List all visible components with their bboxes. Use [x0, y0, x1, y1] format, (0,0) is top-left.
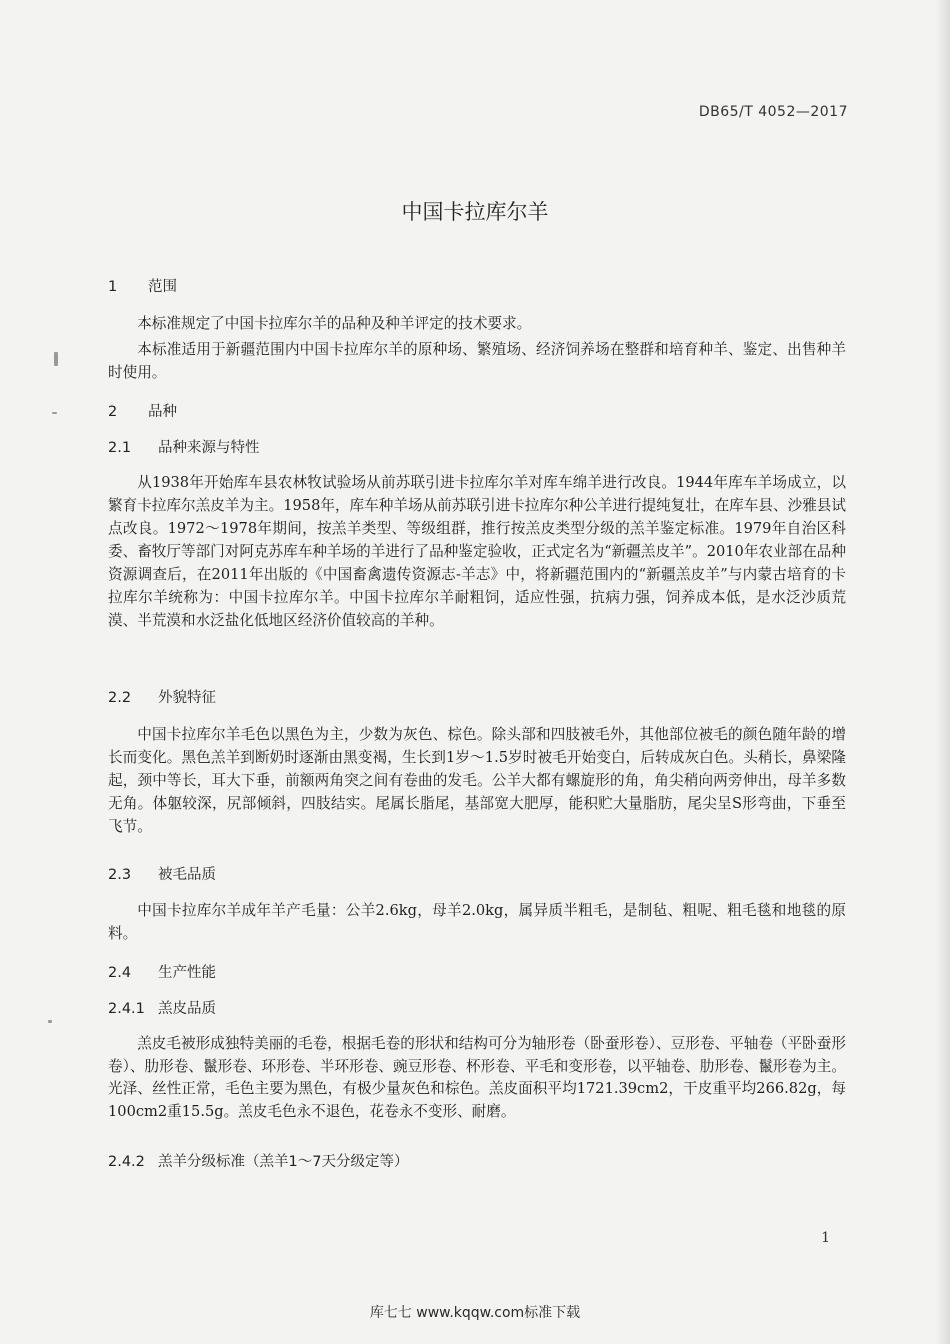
section-2-3-heading — [108, 863, 216, 884]
page-number: 1 — [821, 1230, 830, 1246]
scope-paragraph-1: 本标准规定了中国卡拉库尔羊的品种及种羊评定的技术要求。 — [137, 315, 532, 332]
section-2-4-2-heading — [108, 1150, 408, 1171]
section-number: 2.2 — [108, 690, 132, 706]
section-title: 范围 — [148, 279, 177, 295]
section-title: 被毛品质 — [158, 867, 216, 883]
appearance-paragraph: 中国卡拉库尔羊毛色以黑色为主，少数为灰色、棕色。除头部和四肢被毛外，其他部位被毛的颜色随年龄的增长而变化。黑色羔羊到断奶时逐渐由黑变褐，生长到1岁～1.5岁时被毛开始变白，后转成灰白色。头稍长，鼻梁隆起，颈中等长，耳大下垂，前额两角突之间有卷曲的发毛。公羊大都有螺旋形的角，角尖稍向两旁伸出，母羊多数无角。体躯较深，尻部倾斜，四肢结实。尾属长脂尾，基部宽大肥厚，能积贮大量脂肪，尾尖呈S形弯曲，下垂至飞节。 — [108, 726, 846, 835]
footer-watermark-text: 库七七 www.kqqw.com标准下载 — [369, 1305, 581, 1321]
section-title: 羔皮品质 — [158, 1001, 216, 1017]
scan-mark — [48, 1020, 52, 1023]
section-number: 2.4.2 — [108, 1154, 145, 1170]
scope-paragraph-2: 本标准适用于新疆范围内中国卡拉库尔羊的原种场、繁殖场、经济饲养场在整群和培育种羊、鉴定、出售种羊时使用。 — [108, 341, 846, 381]
section-2-heading — [108, 400, 177, 421]
section-2-4-heading — [108, 961, 216, 982]
section-title: 生产性能 — [158, 965, 216, 981]
section-2-1-heading — [108, 436, 260, 457]
section-title: 羔羊分级标准（羔羊1～7天分级定等） — [158, 1154, 409, 1170]
section-title: 品种来源与特性 — [158, 440, 260, 456]
section-number: 2.4.1 — [108, 1001, 145, 1017]
section-number: 2.4 — [108, 965, 132, 981]
section-number: 2 — [108, 404, 118, 420]
lambskin-quality-paragraph: 羔皮毛被形成独特美丽的毛卷，根据毛卷的形状和结构可分为轴形卷（卧蚕形卷）、豆形卷、平轴卷（平卧蚕形卷）、肋形卷、鬣形卷、环形卷、半环形卷、豌豆形卷、杯形卷、平毛和变形卷，以平轴卷、肋形卷、鬣形卷为主。光泽、丝性正常，毛色主要为黑色，有极少量灰色和棕色。羔皮面积平均1721.39cm2，干皮重平均266.82g，每100cm2重15.5g。羔皮毛色永不退色，花卷永不变形、耐磨。 — [108, 1035, 846, 1120]
section-title: 品种 — [148, 404, 177, 420]
section-2-2-heading — [108, 686, 216, 707]
section-number: 2.3 — [108, 867, 132, 883]
section-2-4-1-heading — [108, 997, 216, 1018]
fleece-quality-paragraph: 中国卡拉库尔羊成年羊产毛量：公羊2.6kg，母羊2.0kg，属异质半粗毛，是制毡、粗呢、粗毛毯和地毯的原料。 — [108, 902, 846, 942]
document-title: 中国卡拉库尔羊 — [401, 200, 549, 224]
section-number: 2.1 — [108, 440, 132, 456]
section-number: 1 — [108, 279, 118, 295]
breed-origin-paragraph: 从1938年开始库车县农林牧试验场从前苏联引进卡拉库尔羊对库车绵羊进行改良。1944年库车羊场成立，以繁育卡拉库尔羔皮羊为主。1958年，库车种羊场从前苏联引进卡拉库尔种公羊进行提纯复壮，在库车县、沙雅县试点改良。1972～1978年期间，按羔羊类型、等级组群，推行按羔皮类型分级的羔羊鉴定标准。1979年自治区科委、畜牧厅等部门对阿克苏库车种羊场的羊进行了品种鉴定验收，正式定名为“新疆羔皮羊”。2010年农业部在品种资源调查后，在2011年出版的《中国畜禽遗传资源志-羊志》中，将新疆范围内的“新疆羔皮羊”与内蒙古培育的卡拉库尔羊统称为：中国卡拉库尔羊。中国卡拉库尔羊耐粗饲，适应性强，抗病力强，饲养成本低，是水泛沙质荒漠、半荒漠和水泛盐化低地区经济价值较高的羊种。 — [108, 474, 846, 629]
section-1-heading — [108, 275, 177, 296]
scan-mark — [54, 352, 58, 366]
document-code: DB65/T 4052—2017 — [698, 104, 848, 120]
section-title: 外貌特征 — [158, 690, 216, 706]
scan-mark — [52, 412, 57, 414]
